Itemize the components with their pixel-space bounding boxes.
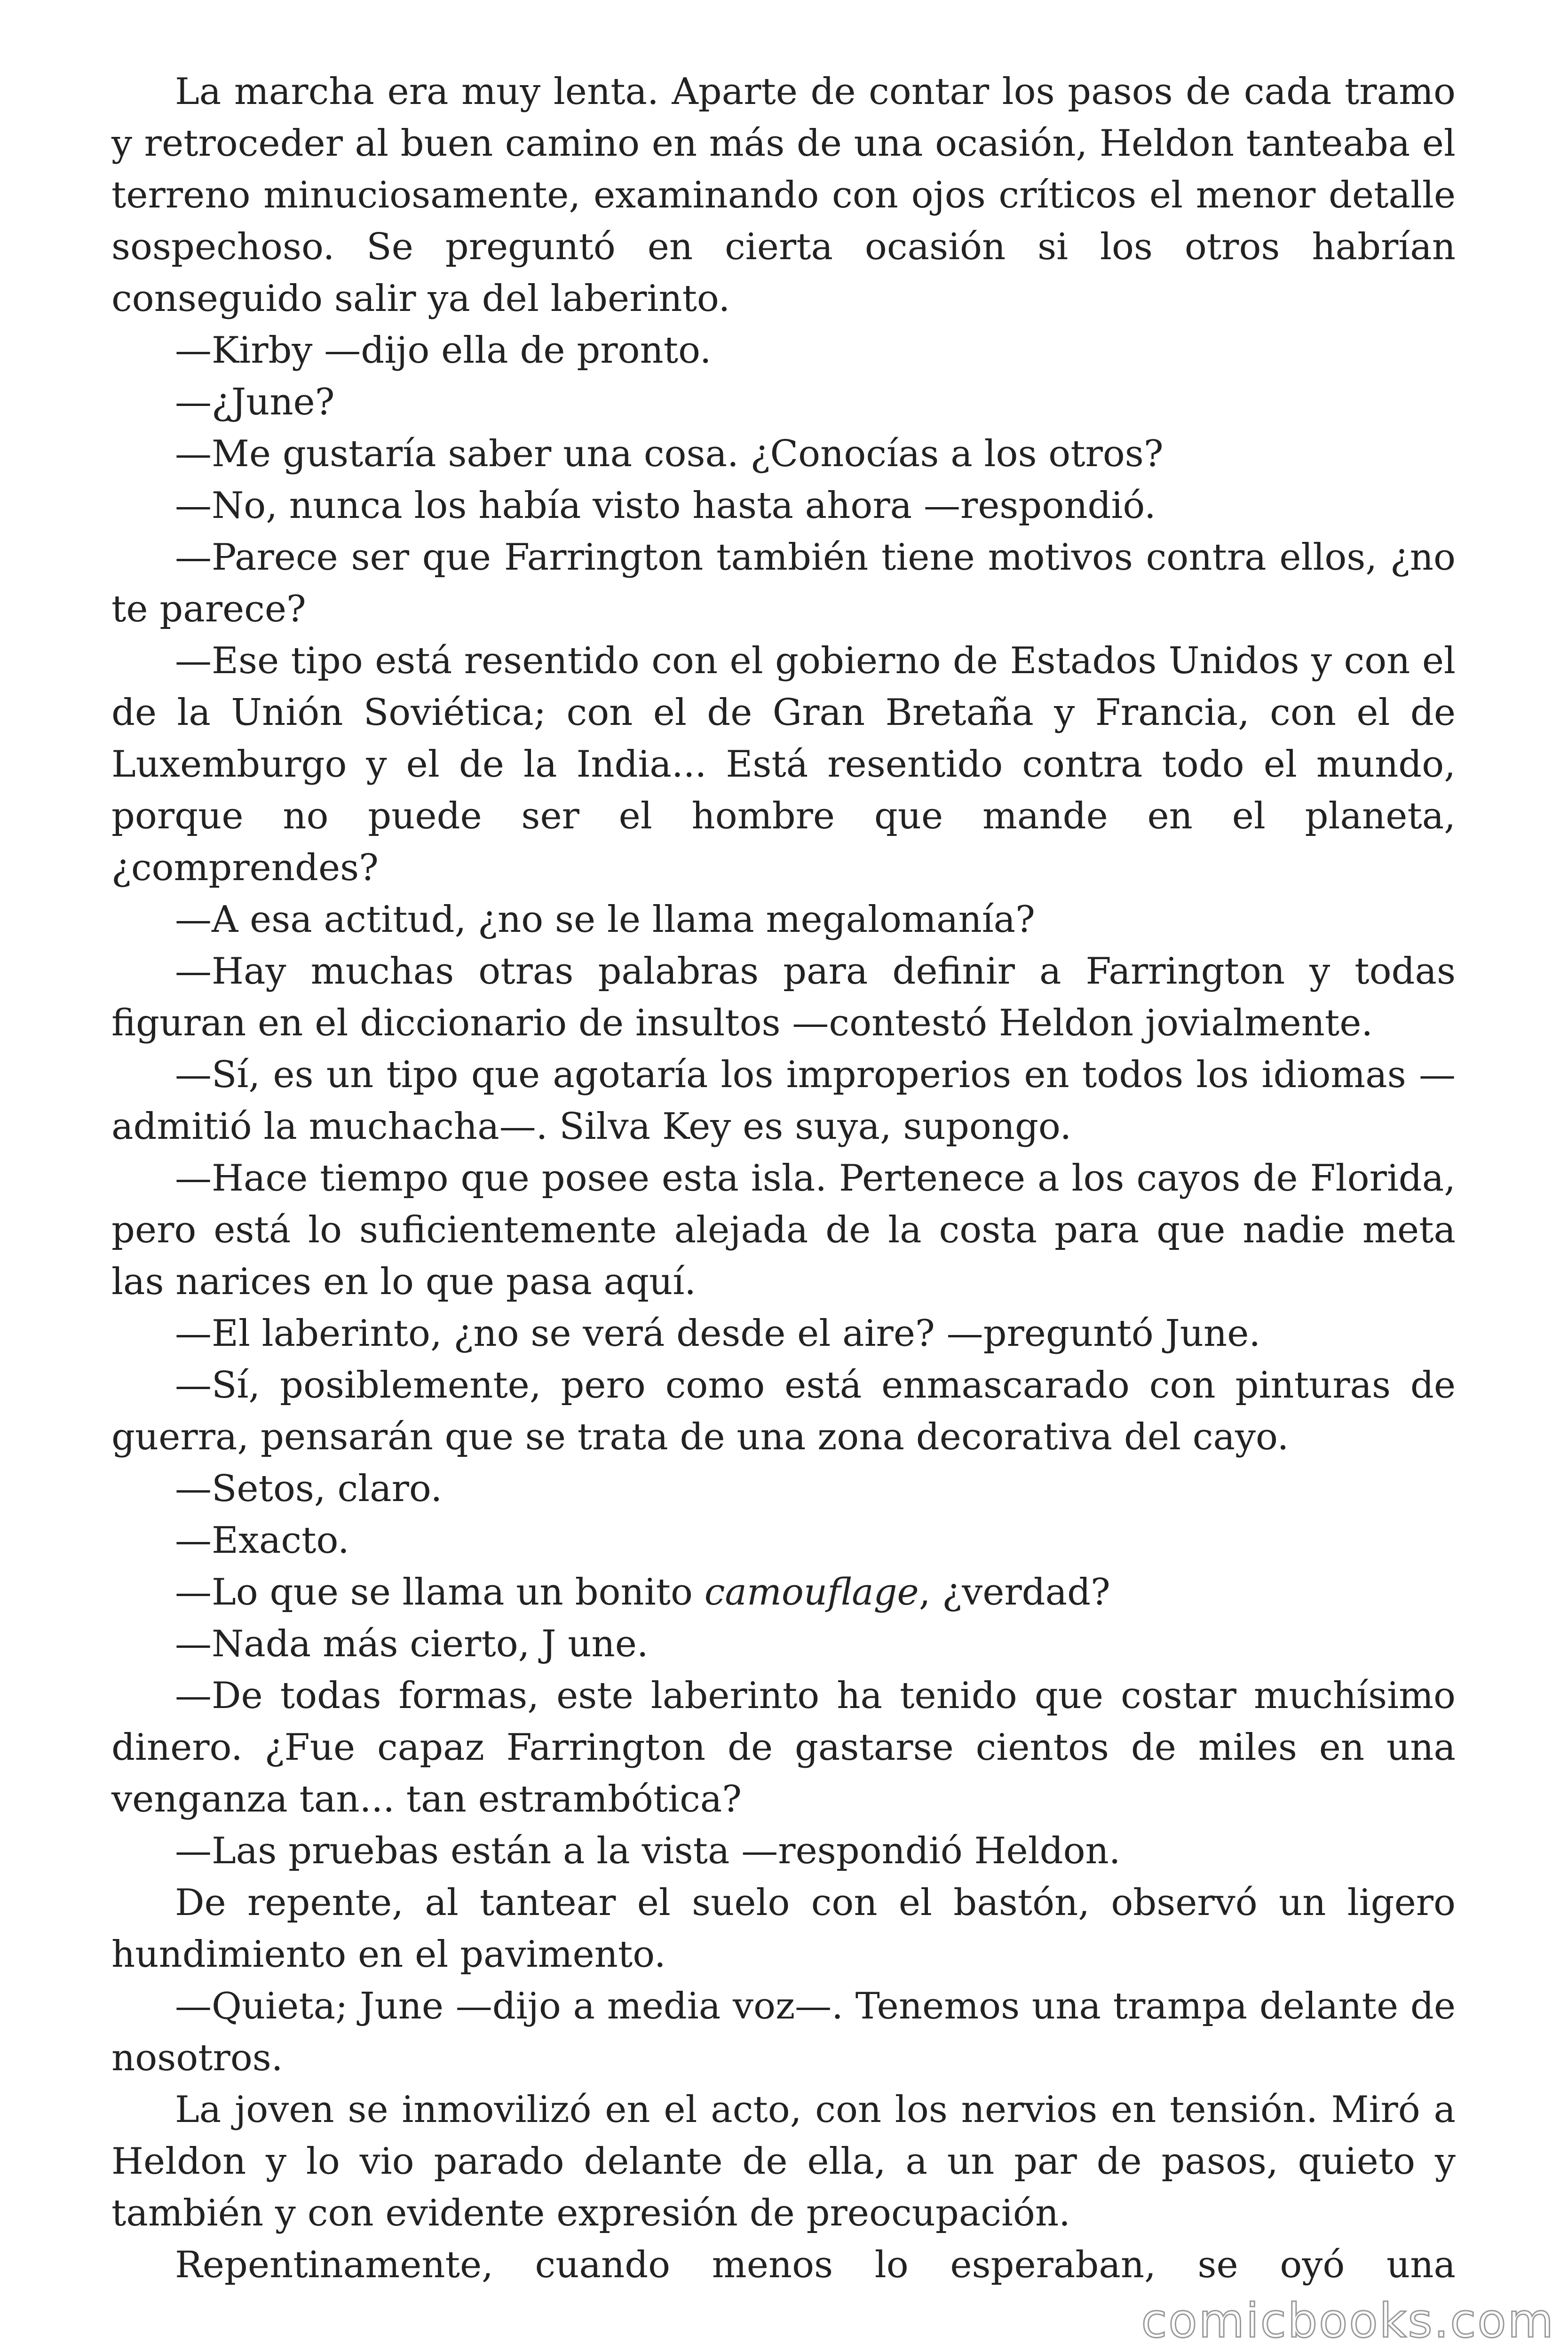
- paragraph: —Hay muchas otras palabras para definir a Farrington y todas figuran en el diccionario de insultos —contestó Heldon jovialmente.: [111, 950, 1456, 1044]
- paragraph-segment: —Lo que se llama un bonito: [175, 1571, 705, 1613]
- page-text: [111, 66, 1456, 2291]
- paragraph: —De todas formas, este laberinto ha tenido que costar muchísimo dinero. ¿Fue capaz Farrington de gastarse cientos de miles en una venganza tan... tan estrambótica?: [111, 1675, 1456, 1820]
- paragraph: —Setos, claro.: [175, 1468, 443, 1510]
- paragraph: —Kirby —dijo ella de pronto.: [175, 329, 712, 372]
- paragraph: —¿June?: [175, 381, 335, 423]
- paragraph: —Quieta; June —dijo a media voz—. Tenemos una trampa delante de nosotros.: [111, 1985, 1456, 2079]
- paragraph-segment: , ¿verdad?: [919, 1571, 1110, 1613]
- italic-word: camouflage: [704, 1571, 919, 1613]
- paragraph: —Ese tipo está resentido con el gobierno de Estados Unidos y con el de la Unión Soviética; con el de Gran Bretaña y Francia, con el de Luxemburgo y el de la India... Está resentido contra todo el mundo, porque no puede ser el hombre que mande en el planeta, ¿comprendes?: [111, 640, 1456, 889]
- paragraph: La joven se inmovilizó en el acto, con los nervios en tensión. Miró a Heldon y lo vio parado delante de ella, a un par de pasos, quieto y también y con evidente expresión de preocupación.: [111, 2089, 1456, 2234]
- paragraph: —Sí, posiblemente, pero como está enmascarado con pinturas de guerra, pensarán que se trata de una zona decorativa del cayo.: [111, 1364, 1456, 1458]
- paragraph: De repente, al tantear el suelo con el bastón, observó un ligero hundimiento en el pavimento.: [111, 1882, 1456, 1976]
- paragraph: —Las pruebas están a la vista —respondió Heldon.: [175, 1830, 1121, 1872]
- paragraph: La marcha era muy lenta. Aparte de contar los pasos de cada tramo y retroceder al buen camino en más de una ocasión, Heldon tanteaba el terreno minuciosamente, examinando con ojos críticos el menor detalle sospechoso. Se preguntó en cierta ocasión si los otros habrían conseguido salir ya del laberinto.: [111, 71, 1456, 320]
- paragraph: Repentinamente, cuando menos lo esperaban, se oyó una: [175, 2244, 1456, 2286]
- watermark: comicbooks.com: [1141, 2293, 1555, 2348]
- paragraph: [111, 1566, 1456, 1618]
- paragraph: —Exacto.: [175, 1519, 349, 1562]
- paragraph: —Hace tiempo que posee esta isla. Pertenece a los cayos de Florida, pero está lo suficientemente alejada de la costa para que nadie meta las narices en lo que pasa aquí.: [111, 1157, 1456, 1303]
- paragraph: —Parece ser que Farrington también tiene motivos contra ellos, ¿no te parece?: [111, 536, 1456, 630]
- paragraph: —El laberinto, ¿no se verá desde el aire? —preguntó June.: [175, 1312, 1261, 1355]
- paragraph: —A esa actitud, ¿no se le llama megalomanía?: [175, 898, 1035, 941]
- paragraph: —Sí, es un tipo que agotaría los improperios en todos los idiomas —admitió la muchacha—. Silva Key es suya, supongo.: [111, 1054, 1456, 1148]
- paragraph: —Nada más cierto, J une.: [175, 1623, 649, 1665]
- paragraph: —Me gustaría saber una cosa. ¿Conocías a los otros?: [175, 433, 1164, 475]
- paragraph: —No, nunca los había visto hasta ahora —respondió.: [175, 485, 1156, 527]
